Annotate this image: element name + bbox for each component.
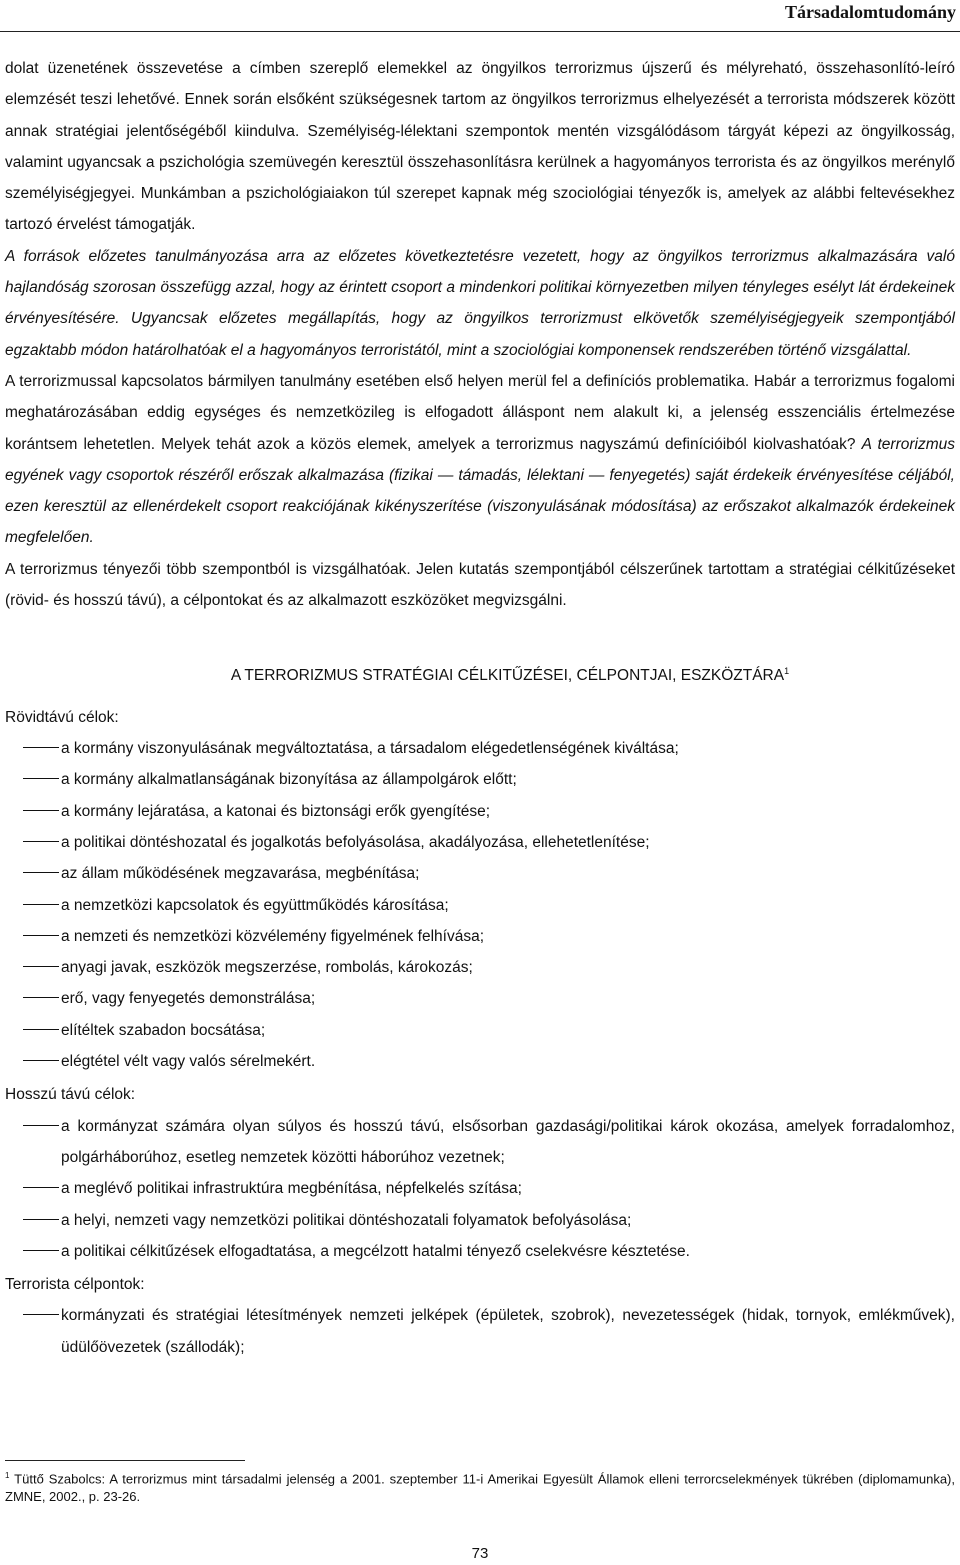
list-item <box>5 827 955 858</box>
list-item <box>5 796 955 827</box>
dash-icon <box>23 1029 59 1030</box>
list-item <box>5 1236 955 1267</box>
dash-icon <box>23 1060 59 1061</box>
list-item-text: a kormány alkalmatlanságának bizonyítása az állampolgárok előtt; <box>61 771 517 789</box>
list-item-text: a politikai célkitűzések elfogadtatása, a megcélzott hatalmi tényező cselekvésre késztetése. <box>61 1242 690 1260</box>
list-item-text: elégtétel vélt vagy valós sérelmekért. <box>61 1053 316 1071</box>
long-term-heading: Hosszú távú célok: <box>5 1086 136 1104</box>
paragraph-definition-text: A terrorizmussal kapcsolatos bármilyen tanulmány esetében első helyen merül fel a definíciós problematika. Habár a terrorizmus fogalomi meghatározásában eddig egységes és nemzetközileg is elfogadott álláspont nem alakult ki, a jelenség esszenciális értelmezése korántsem lehetetlen. Melyek tehát azok a közös elemek, amelyek a terrorizmus nagyszámú definícióiból kiolvashatóak? <box>5 372 955 453</box>
list-item <box>5 764 955 795</box>
list-item <box>5 733 955 764</box>
dash-icon <box>23 1125 59 1126</box>
dash-icon <box>23 810 59 811</box>
section-title <box>5 656 955 691</box>
running-header <box>0 0 960 32</box>
list-item <box>5 952 955 983</box>
paragraph-intro <box>5 53 955 241</box>
section-title-text: A TERRORIZMUS STRATÉGIAI CÉLKITŰZÉSEI, CÉLPONTJAI, ESZKÖZTÁRA <box>230 667 785 685</box>
list-item-text: a helyi, nemzeti vagy nemzetközi politikai döntéshozatali folyamatok befolyásolása; <box>61 1211 632 1229</box>
dash-icon <box>23 966 59 967</box>
dash-icon <box>23 1219 59 1220</box>
paragraph-hypotheses: A források előzetes tanulmányozása arra az előzetes következtetésre vezetett, hogy az öngyilkos terrorizmus alkalmazására való hajlandóság szorosan összefügg azzal, hogy az érintett csoport a mindenkori politikai környezetben milyen tényleges esélyt lát érdekeinek érvényesítésére. Ugyancsak előzetes megállapítás, hogy az öngyilkos terrorizmust elkövetők személyiségjegyeik szempontjából egzaktabb módon határolhatóak el a hagyományos terroristától, mint a szociológiai komponensek rendszerében történő vizsgálattal. <box>5 247 955 359</box>
dash-icon <box>23 935 59 936</box>
footnote-text: Tüttő Szabolcs: A terrorizmus mint társadalmi jelenség a 2001. szeptember 11-i Amerikai Egyesült Államok elleni terrorcselekmények tükrében (diplomamunka), ZMNE, 2002., p. 23-26. <box>5 1471 955 1505</box>
list-item <box>5 1111 955 1174</box>
footnote <box>5 1467 955 1506</box>
page-number: 73 <box>471 1545 489 1562</box>
dash-icon <box>23 841 59 842</box>
list-item-text: anyagi javak, eszközök megszerzése, rombolás, károkozás; <box>61 959 473 977</box>
dash-icon <box>23 872 59 873</box>
dash-icon <box>23 747 59 748</box>
list-item-text: a kormány viszonyulásának megváltoztatása, a társadalom elégedetlenségének kiváltása; <box>61 740 679 758</box>
list-item-text: az állam működésének megzavarása, megbénítása; <box>61 865 420 883</box>
list-item-text: kormányzati és stratégiai létesítmények nemzeti jelképek (épületek, szobrok), nevezetességek (hidak, tornyok, emlékművek), üdülőövezetek (szállodák); <box>61 1307 955 1356</box>
list-item <box>5 1046 955 1077</box>
footnote-number: 1 <box>5 1471 10 1480</box>
dash-icon <box>23 997 59 998</box>
paragraph-intro-text: dolat üzenetének összevetése a címben szereplő elemekkel az öngyilkos terrorizmus újszerű és mélyreható, összehasonlító-leíró elemzését teszi lehetővé. Ennek során elsőként szükségesnek tartom az öngyilkos terrorizmus elhelyezését a terrorista módszerek között annak stratégiai jelentőségéből kiindulva. Személyiség-lélektani szempontok mentén vizsgálódásom tárgyát képezi az öngyilkosság, valamint ugyancsak a pszichológia szemüvegén keresztül összehasonlításra kerülnek a hagyományos terrorista és az öngyilkos merénylő személyiségjegyei. Munkámban a pszichológiaiakon túl szerepet kapnak még szociológiai tényezők is, amelyek az alábbi feltevésekhez tartozó érvelést támogatják. <box>5 60 955 234</box>
list-item-text: a kormányzat számára olyan súlyos és hosszú távú, elsősorban gazdasági/politikai károk okozása, amelyek forradalomhoz, polgárháborúhoz, esetleg nemzetek közötti háborúhoz vezetnek; <box>61 1117 955 1166</box>
list-item <box>5 890 955 921</box>
list-item-text: a politikai döntéshozatal és jogalkotás befolyásolása, akadályozása, ellehetetlenítése; <box>61 833 650 851</box>
list-item <box>5 1173 955 1204</box>
dash-icon <box>23 904 59 905</box>
targets-heading: Terrorista célpontok: <box>5 1276 145 1294</box>
dash-icon <box>23 1314 59 1315</box>
list-item-text: a nemzetközi kapcsolatok és együttműködés károsítása; <box>61 896 449 914</box>
main-text <box>5 53 955 1363</box>
long-term-list <box>5 1111 955 1267</box>
journal-title: Társadalomtudomány <box>784 2 956 22</box>
list-item <box>5 1300 955 1363</box>
list-item <box>5 1205 955 1236</box>
dash-icon <box>23 1250 59 1251</box>
dash-icon <box>23 778 59 779</box>
list-item-text: a meglévő politikai infrastruktúra megbénítása, népfelkelés szítása; <box>61 1180 522 1198</box>
definition-italic: A terrorizmus egyének vagy csoportok részéről erőszak alkalmazása (fizikai — támadás, lélektani — fenyegetés) saját érdekeik érvényesítése céljából, ezen keresztül az ellenérdekelt csoport reakciójának kikényszerítése (viszonyulásának módosítása) az erőszakot alkalmazók érdekeinek megfelelően. <box>5 435 955 547</box>
list-item <box>5 1015 955 1046</box>
list-item <box>5 921 955 952</box>
list-item-text: erő, vagy fenyegetés demonstrálása; <box>61 990 316 1008</box>
paragraph-factors: A terrorizmus tényezői több szempontból is vizsgálhatóak. Jelen kutatás szempontjából célszerűnek tartottam a stratégiai célkitűzéseket (rövid- és hosszú távú), a célpontokat és az alkalmazott eszközöket megvizsgálni. <box>5 560 955 610</box>
header-rule <box>0 31 960 32</box>
dash-icon <box>23 1187 59 1188</box>
list-item <box>5 858 955 889</box>
targets-list <box>5 1300 955 1363</box>
list-item-text: a kormány lejáratása, a katonai és biztonsági erők gyengítése; <box>61 802 491 820</box>
short-term-heading: Rövidtávú célok: <box>5 708 119 726</box>
footnote-ref: 1 <box>784 666 790 677</box>
short-term-list <box>5 733 955 1077</box>
list-item-text: elítéltek szabadon bocsátása; <box>61 1021 266 1039</box>
list-item-text: a nemzeti és nemzetközi közvélemény figyelmének felhívása; <box>61 927 485 945</box>
paragraph-definition <box>5 366 955 554</box>
footnote-rule <box>5 1460 245 1461</box>
list-item <box>5 983 955 1014</box>
